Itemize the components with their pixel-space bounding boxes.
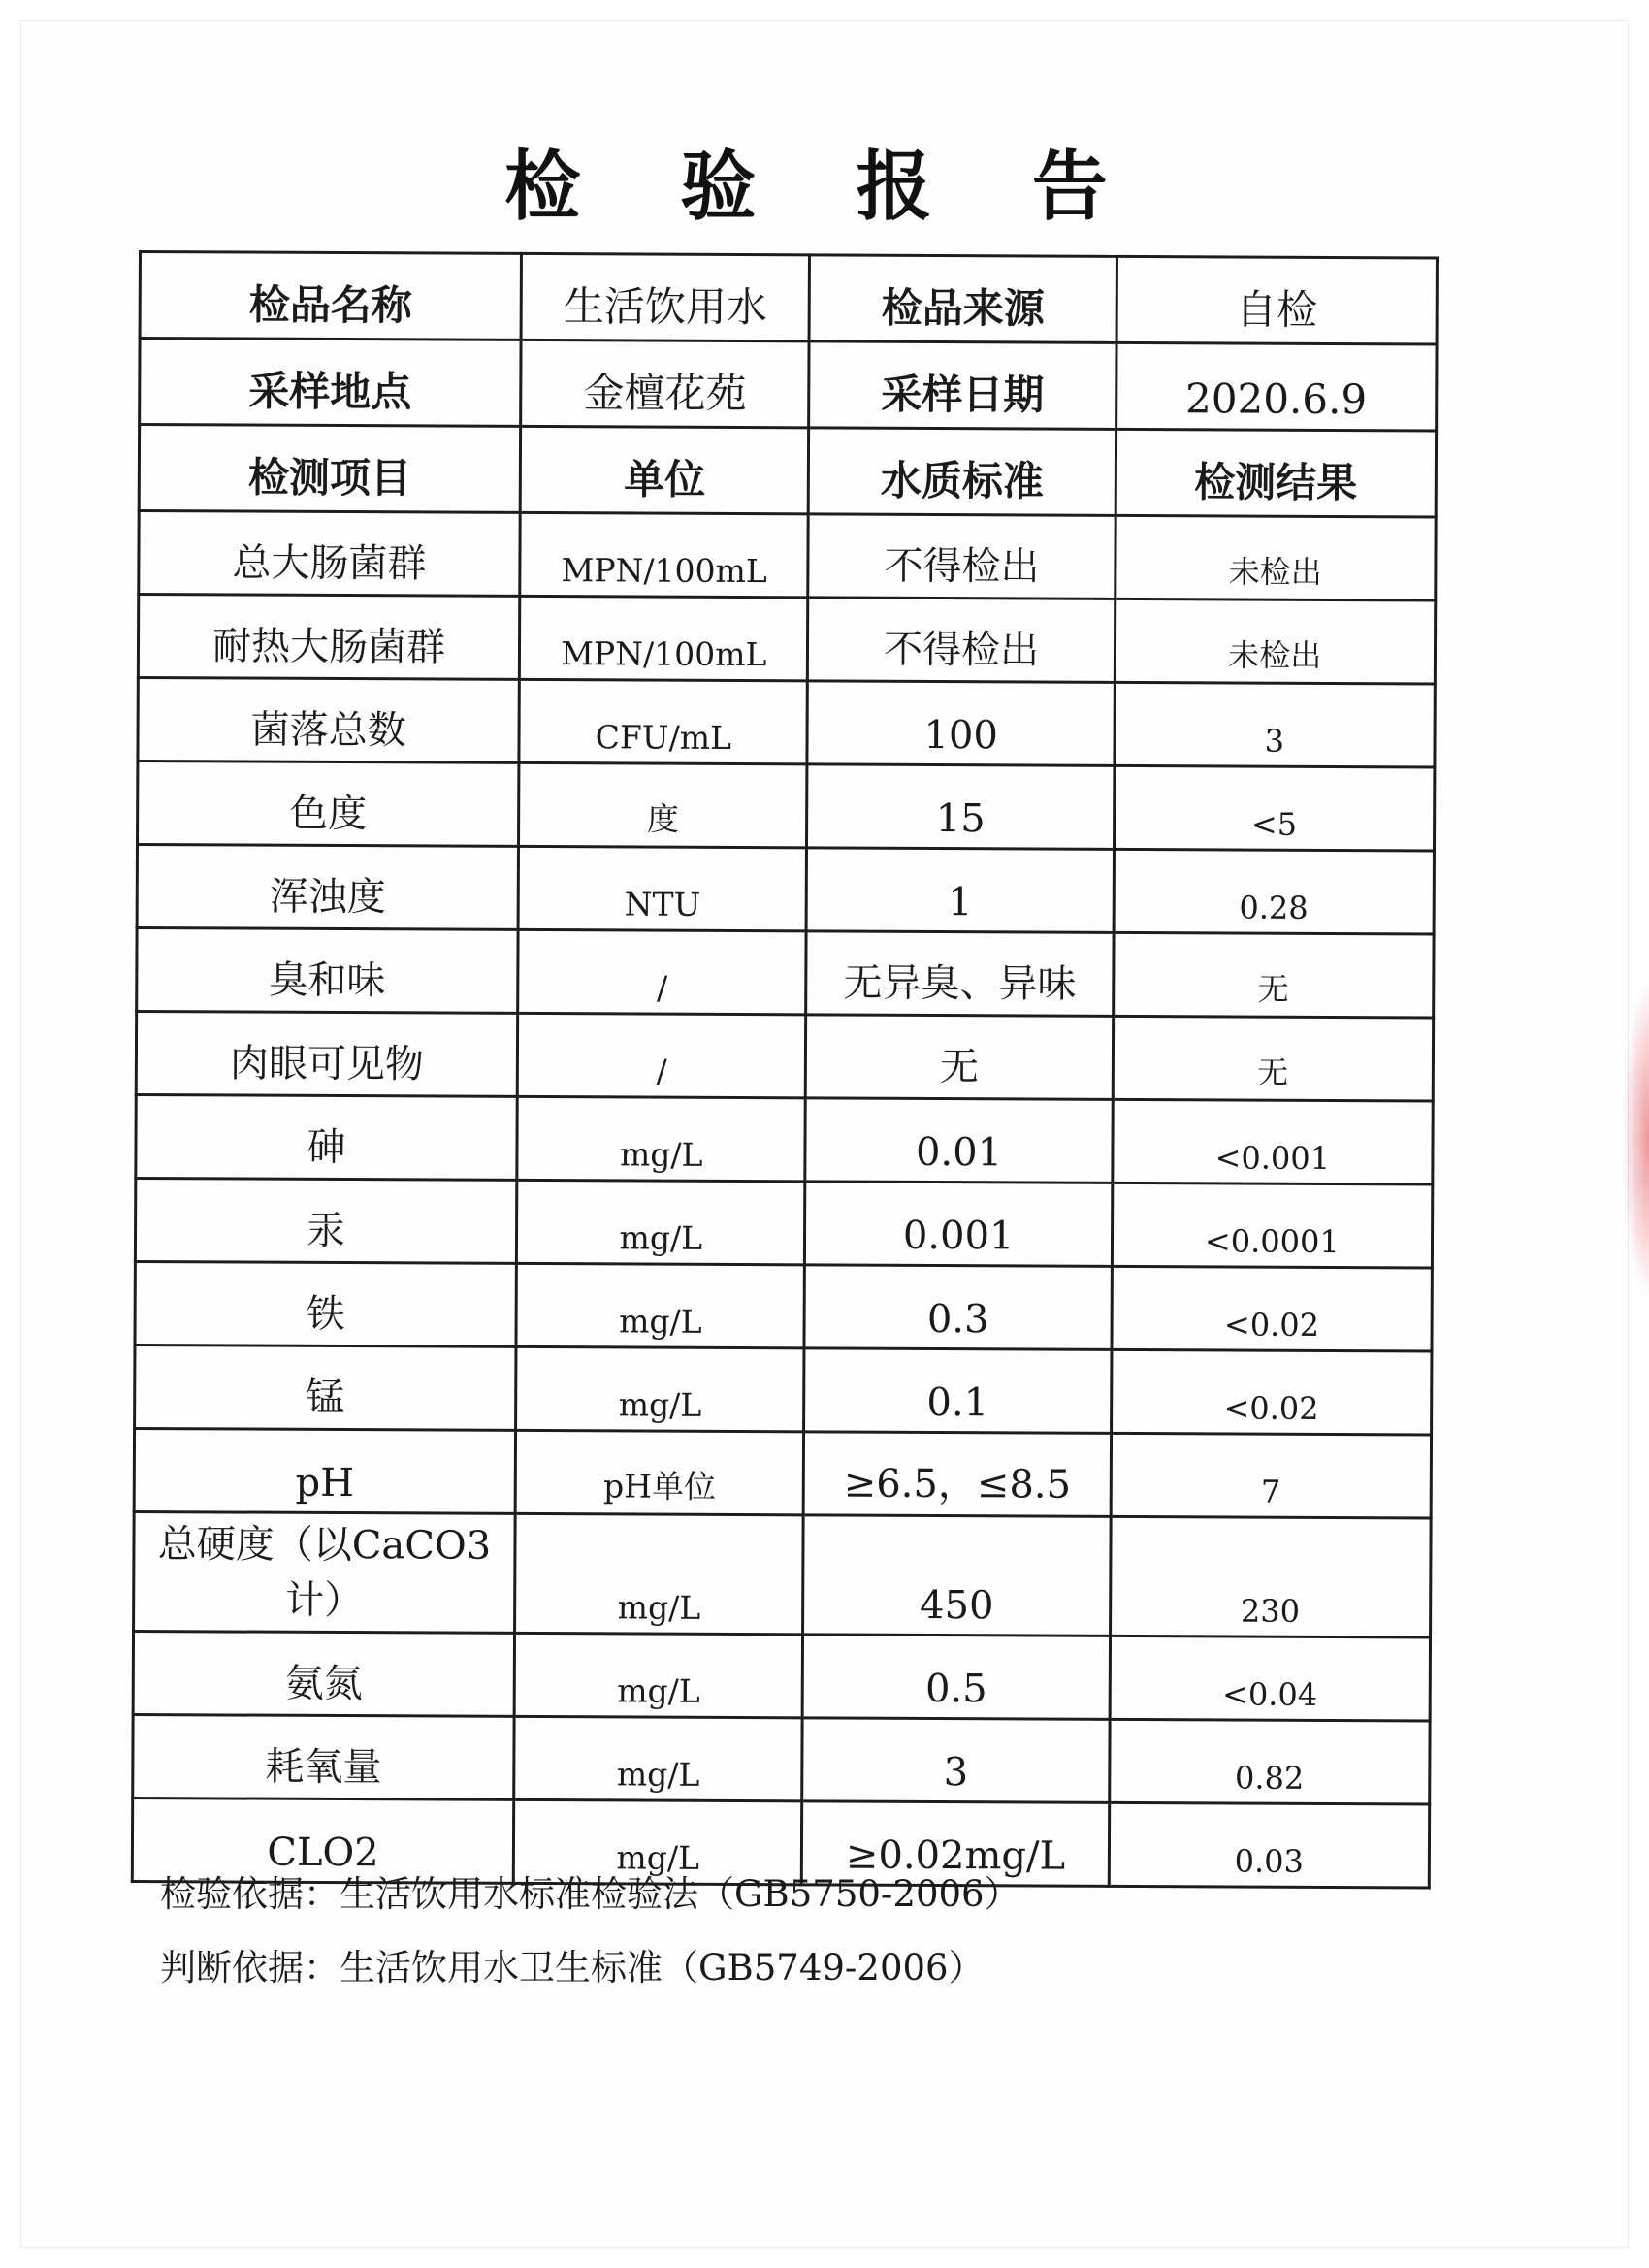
info-row-location (140, 339, 1437, 432)
unit-cell: pH单位 (515, 1430, 804, 1514)
table-row (136, 1094, 1433, 1184)
table-row (134, 1511, 1432, 1637)
standard-cell: 不得检出 (808, 598, 1116, 683)
sample-source-label: 检品来源 (810, 255, 1117, 343)
sample-source-value: 自检 (1116, 256, 1438, 344)
unit-cell: / (518, 929, 807, 1014)
standard-cell: 0.01 (805, 1098, 1113, 1183)
table-row (137, 845, 1434, 935)
table-row (135, 1261, 1432, 1351)
result-cell: 3 (1115, 682, 1436, 767)
stamp-fragment (1622, 980, 1649, 1300)
standard-cell: 0.5 (803, 1635, 1111, 1720)
result-cell: 7 (1111, 1433, 1432, 1518)
test-item-cell: pH (134, 1428, 516, 1513)
result-cell: <5 (1114, 765, 1435, 851)
unit-cell: mg/L (515, 1513, 804, 1634)
col-header-standard: 水质标准 (809, 428, 1116, 516)
result-cell: <0.02 (1111, 1349, 1432, 1435)
standard-cell: 不得检出 (808, 514, 1116, 599)
test-item-cell: 铁 (135, 1261, 517, 1346)
standard-cell: 0.001 (805, 1182, 1113, 1267)
test-basis: 检验依据：生活饮用水标准检验法（GB5750-2006） (160, 1873, 1020, 1915)
standard-cell: 0.1 (804, 1348, 1112, 1434)
unit-cell: MPN/100mL (519, 596, 808, 680)
result-cell: 未检出 (1115, 515, 1436, 600)
unit-cell: mg/L (517, 1180, 806, 1264)
table-row (134, 1428, 1431, 1518)
table-row (139, 511, 1436, 601)
test-item-cell: 耐热大肠菌群 (138, 595, 520, 680)
result-cell: <0.001 (1113, 1099, 1434, 1184)
unit-cell: CFU/mL (519, 679, 808, 763)
test-item-cell: 汞 (135, 1178, 517, 1263)
unit-cell: mg/L (516, 1263, 805, 1347)
standard-cell: 1 (807, 848, 1115, 933)
test-item-cell: 菌落总数 (138, 678, 520, 763)
standard-cell: 0.3 (804, 1265, 1112, 1350)
judgment-basis: 判断依据：生活饮用水卫生标准（GB5749-2006） (160, 1947, 985, 1989)
table-row (138, 761, 1435, 852)
column-header-row (139, 425, 1436, 518)
sample-name-value: 生活饮用水 (521, 253, 810, 340)
unit-cell: mg/L (516, 1346, 805, 1431)
result-cell: 未检出 (1115, 599, 1436, 684)
report-title: 检 验 报 告 (504, 143, 1145, 231)
unit-cell: mg/L (517, 1096, 806, 1181)
table-row (138, 678, 1435, 768)
result-cell: 0.03 (1109, 1802, 1430, 1888)
table-row (133, 1631, 1430, 1721)
test-item-cell: 色度 (138, 761, 520, 847)
test-item-cell: 臭和味 (137, 927, 519, 1013)
standard-cell: 450 (803, 1515, 1111, 1636)
location-label: 采样地点 (140, 339, 522, 427)
unit-cell: / (517, 1013, 806, 1097)
test-item-cell: 总硬度（以CaCO3计） (134, 1511, 516, 1633)
result-cell: 无 (1113, 932, 1434, 1018)
table-row (135, 1345, 1432, 1435)
test-item-cell: 总大肠菌群 (139, 511, 521, 597)
unit-cell: mg/L (513, 1799, 802, 1884)
date-label: 采样日期 (809, 341, 1116, 430)
unit-cell: 度 (519, 762, 808, 847)
test-item-cell: 耗氧量 (133, 1714, 515, 1799)
col-header-result: 检测结果 (1116, 429, 1437, 517)
table-row (135, 1178, 1432, 1268)
col-header-unit: 单位 (520, 426, 809, 513)
standard-cell: ≥0.02mg/L (802, 1801, 1110, 1887)
test-item-cell: 氨氮 (133, 1631, 515, 1716)
standard-cell: ≥6.5，≤8.5 (804, 1432, 1112, 1517)
test-item-cell: CLO2 (132, 1798, 514, 1883)
sample-name-label: 检品名称 (140, 252, 522, 340)
standard-cell: 15 (807, 764, 1115, 850)
result-cell: 0.82 (1109, 1719, 1430, 1804)
unit-cell: MPN/100mL (520, 512, 809, 597)
location-value: 金檀花苑 (521, 340, 810, 427)
info-row-sample (140, 252, 1437, 345)
table-row (138, 595, 1435, 685)
result-cell: <0.02 (1112, 1266, 1433, 1351)
standard-cell: 无 (806, 1015, 1114, 1100)
test-item-cell: 锰 (135, 1345, 517, 1430)
result-cell: 0.28 (1114, 849, 1435, 934)
col-header-item: 检测项目 (139, 425, 521, 513)
result-cell: 无 (1113, 1016, 1434, 1101)
test-item-cell: 肉眼可见物 (136, 1011, 518, 1096)
unit-cell: mg/L (514, 1716, 803, 1800)
date-value: 2020.6.9 (1116, 342, 1437, 431)
standard-cell: 无异臭、异味 (806, 931, 1114, 1017)
unit-cell: mg/L (514, 1633, 803, 1717)
test-item-cell: 砷 (136, 1094, 518, 1180)
result-cell: 230 (1110, 1516, 1431, 1637)
standard-cell: 3 (802, 1718, 1110, 1803)
table-row (136, 1011, 1433, 1101)
standard-cell: 100 (807, 681, 1115, 766)
result-cell: <0.04 (1110, 1636, 1431, 1721)
test-item-cell: 浑浊度 (137, 845, 519, 930)
table-row (137, 927, 1434, 1018)
unit-cell: NTU (518, 846, 807, 930)
table-row (133, 1714, 1430, 1804)
report-table (131, 250, 1439, 1890)
result-cell: <0.0001 (1112, 1183, 1433, 1268)
